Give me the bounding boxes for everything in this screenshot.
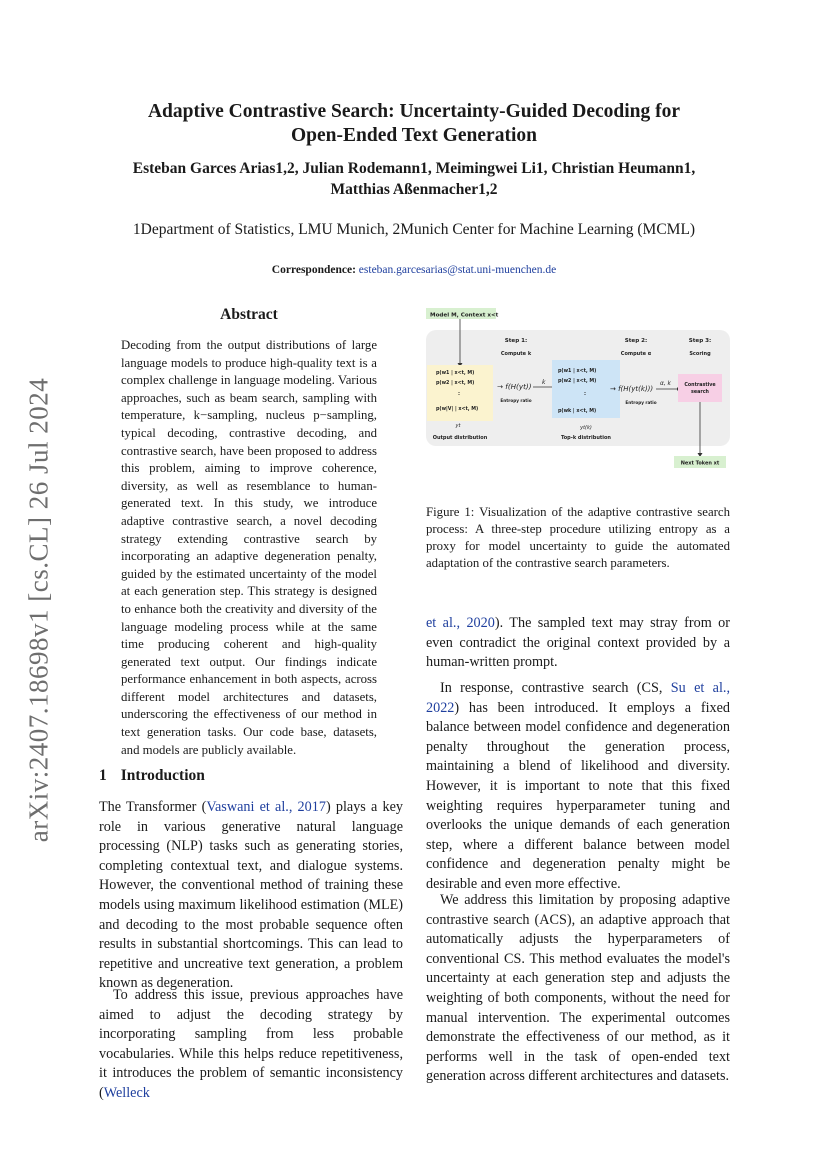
step1-title: Step 1: <box>504 338 528 344</box>
out-row-4: p(w|V| | x<t, M) <box>436 407 479 412</box>
figure-1-caption: Figure 1: Visualization of the adaptive contrastive search process: A three-step procedure utilizing entropy as a proxy for model uncertainty to guide the automated adaptation of the contrastive search parameters. <box>426 505 730 570</box>
section-title: Introduction <box>120 767 205 784</box>
authors-line-2: Matthias Aßenmacher1,2 <box>330 181 498 198</box>
right-p2-text-a: In response, contrastive search (CS, <box>440 680 671 696</box>
step2-subtitle: Compute α <box>620 351 652 357</box>
correspondence-label: Correspondence: <box>271 264 356 276</box>
citation-welleck[interactable]: Welleck <box>103 1084 150 1101</box>
correspondence-email-link[interactable]: esteban.garcesarias@stat.uni-muenchen.de <box>358 264 557 276</box>
entropy-fn-1: → f(H(yt)) <box>497 382 532 391</box>
paper-title <box>100 100 728 148</box>
cs-line-2: search <box>691 390 709 395</box>
out-row-1: p(w1 | x<t, M) <box>436 371 475 376</box>
intro-paragraph-2 <box>99 986 403 1104</box>
intro-paragraph-1 <box>99 798 403 994</box>
section-heading <box>99 767 205 785</box>
right-paragraph-3: We address this limitation by proposing adaptive contrastive search (ACS), an adaptive approach that automatically adjusts the hyperparameters of conventional CS. This method evaluates the model's uncertainty at each generation step and adjusts the weighting of both components, without the need for manual intervention. The experimental outcomes demonstrate the effectiveness of our method, as it performs well in the task of open-ended text generation across different architectures and datasets. <box>426 892 730 1085</box>
topk-row-4: p(wk | x<t, M) <box>558 409 597 414</box>
step3-subtitle: Scoring <box>689 351 711 357</box>
context-label: Model M, Context x<t <box>430 312 499 319</box>
title-line-1: Adaptive Contrastive Search: Uncertainty-Guided Decoding for <box>147 101 681 122</box>
entropy-ratio-1: Entropy ratio <box>500 398 532 403</box>
arxiv-stamp <box>14 340 64 880</box>
out-row-2: p(w2 | x<t, M) <box>436 381 475 386</box>
out-label: Output distribution <box>432 435 488 441</box>
entropy-fn-2: → f(H(yt(k))) <box>610 385 654 393</box>
author-list <box>100 158 728 200</box>
topk-row-1: p(w1 | x<t, M) <box>558 369 597 374</box>
right-p1-text: ). The sampled text may stray from or even contradict the original context provided by a human-written prompt. <box>426 615 730 671</box>
step2-title: Step 2: <box>624 338 648 344</box>
arxiv-id: arXiv:2407.18698v1 [cs.CL] 26 Jul 2024 <box>23 377 54 843</box>
alpha-k-label: α, k <box>660 381 671 387</box>
abstract-heading: Abstract <box>220 306 278 323</box>
correspondence <box>100 262 728 278</box>
title-line-2: Open-Ended Text Generation <box>291 125 537 146</box>
k-label: k <box>542 379 546 386</box>
intro-p1-text-a: The Transformer ( <box>99 799 207 815</box>
out-var: yt <box>455 423 461 429</box>
affiliations: 1Department of Statistics, LMU Munich, 2Munich Center for Machine Learning (MCML) <box>132 221 696 238</box>
right-paragraph-1 <box>426 614 730 673</box>
topk-label: Top-k distribution <box>561 435 611 441</box>
next-token-label: Next Token xt <box>680 460 720 467</box>
section-number: 1 <box>99 767 107 784</box>
authors-line-1: Esteban Garces Arias1,2, Julian Rodemann1, Meimingwei Li1, Christian Heumann1, <box>132 160 696 177</box>
right-p2-text-b: ) has been introduced. It employs a fixed balance between model confidence and degeneration penalty throughout the generation process, maintaining a blend of likelihood and diversity. However, it is important to note that this fixed weighting requires hyperparameter tuning and overlooks the unique demands of each generation step, where a different balance between model confidence and degeneration penalty might be desirable and even more effective. <box>426 699 730 892</box>
intro-p2-text: To address this issue, previous approaches have aimed to adjust the decoding strategy by incorporating sampling from less probable vocabularies. While this helps reduce repetitiveness, it introduces the problem of semantic inconsistency ( <box>99 987 403 1101</box>
topk-var: yt(k) <box>580 425 592 431</box>
step1-subtitle: Compute k <box>500 351 532 357</box>
intro-p1-text-b: ) plays a key role in various generative natural language processing (NLP) tasks such as generating stories, completing contextual text, and dialogue systems. However, the conventional method of training these models using maximum likelihood estimation (MLE) and decoding to the most probable sequence often results in substantial shortcomings. This can lead to repetitive and uncreative text generation, a problem known as degeneration. <box>99 799 403 992</box>
citation-vaswani[interactable]: Vaswani et al., 2017 <box>206 799 326 815</box>
right-paragraph-2 <box>426 679 730 895</box>
figure-1-diagram <box>424 302 734 472</box>
topk-row-2: p(w2 | x<t, M) <box>558 379 597 384</box>
out-row-3: : <box>458 391 460 397</box>
citation-welleck-cont[interactable]: et al., 2020 <box>426 615 495 631</box>
step3-title: Step 3: <box>688 338 712 344</box>
cs-line-1: Contrastive <box>684 383 716 388</box>
entropy-ratio-2: Entropy ratio <box>625 400 657 405</box>
topk-row-3: : <box>584 391 586 397</box>
contrastive-search-box <box>678 374 722 402</box>
abstract-text: Decoding from the output distributions of large language models to produce high-quality text is a complex challenge in language modeling. Various approaches, such as beam search, sampling with temperature, k−sampling, nucleus p−sampling, typical decoding, contrastive decoding, and contrastive search, have been proposed to address this problem, aiming to improve coherence, diversity, as well as resemblance to human-generated text. In this study, we introduce adaptive contrastive search, a novel decoding strategy extending contrastive search by incorporating an adaptive degeneration penalty, guided by the estimated uncertainty of the model at each generation step. This strategy is designed to enhance both the creativity and diversity of the language modeling process while at the same time producing coherent and high-quality generated text output. Our findings indicate performance enhancement in both aspects, across different model architectures and datasets, underscoring the effectiveness of our method in text generation tasks. Our code base, datasets, and models are publicly available. <box>121 338 377 757</box>
citation-su[interactable]: Su et al., 2022 <box>426 680 731 716</box>
